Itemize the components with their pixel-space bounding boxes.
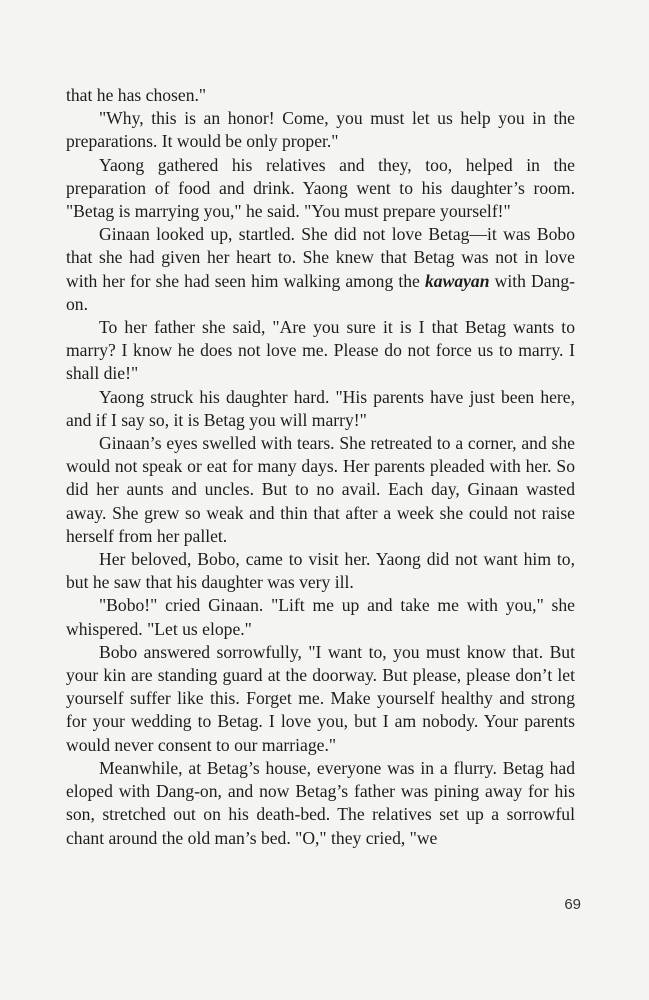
page-number: 69 bbox=[564, 896, 581, 913]
page-body bbox=[66, 84, 575, 850]
paragraph-3: Yaong gathered his relatives and they, too, helped in the preparation of food and drink. Yaong went to his daughter’s room. "Betag is marrying you," he said. "You must prepare yourself!" bbox=[66, 154, 575, 222]
paragraph-11: Meanwhile, at Betag’s house, everyone was in a flurry. Betag had eloped with Dang-on, and now Betag’s father was pining away for his son, stretched out on his death-bed. The relatives set up a sorrowful chant around the old man’s bed. "O," they cried, "we bbox=[66, 757, 575, 848]
paragraph-7: Ginaan’s eyes swelled with tears. She retreated to a corner, and she would not speak or eat for many days. Her parents pleaded with her. So did her aunts and uncles. But to no avail. Each day, Ginaan wasted away. She grew so weak and thin that after a week she could not raise herself from her pallet. bbox=[66, 433, 575, 546]
paragraph-4 bbox=[66, 223, 575, 316]
paragraph-2: "Why, this is an honor! Come, you must let us help you in the preparations. It would be only proper." bbox=[66, 108, 575, 152]
paragraph-4-emphasis: kawayan bbox=[424, 270, 490, 291]
paragraph-10: Bobo answered sorrowfully, "I want to, you must know that. But your kin are standing guard at the doorway. But please, please don’t let yourself suffer like this. Forget me. Make yourself healthy and strong for your wedding to Betag. I love you, but I am nobody. Your parents would never consent to our marriage." bbox=[66, 641, 575, 755]
paragraph-4-text-after: with Dang-on. bbox=[66, 270, 575, 314]
paragraph-9: "Bobo!" cried Ginaan. "Lift me up and take me with you," she whispered. "Let us elope." bbox=[66, 595, 575, 639]
paragraph-4-text-before: Ginaan looked up, startled. She did not love Betag—it was Bobo that she had given her heart to. She knew that Betag was not in love with her for she had seen him walking among the bbox=[66, 224, 575, 291]
paragraph-5: To her father she said, "Are you sure it is I that Betag wants to marry? I know he does not love me. Please do not force us to marry. I shall die!" bbox=[66, 317, 575, 384]
paragraph-8: Her beloved, Bobo, came to visit her. Yaong did not want him to, but he saw that his daughter was very ill. bbox=[66, 549, 575, 593]
paragraph-6: Yaong struck his daughter hard. "His parents have just been here, and if I say so, it is Betag you will marry!" bbox=[66, 386, 575, 430]
paragraph-1: that he has chosen." bbox=[66, 85, 207, 105]
